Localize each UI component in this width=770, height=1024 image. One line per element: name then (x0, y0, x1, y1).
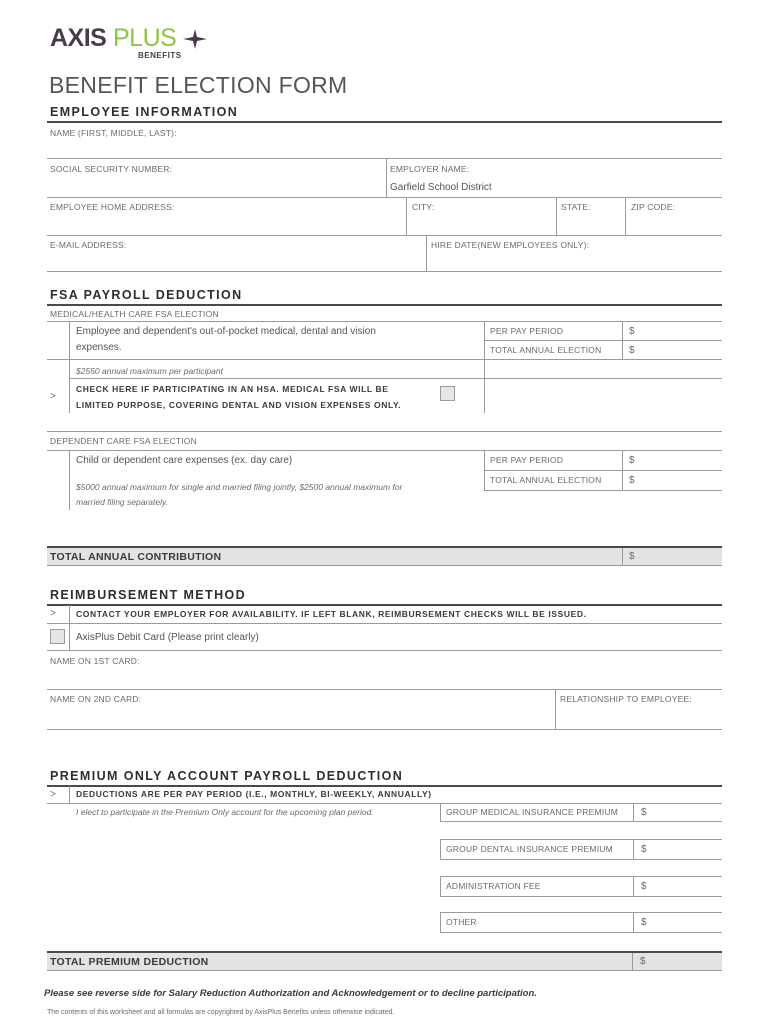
divider (484, 490, 722, 491)
brand-sub: BENEFITS (138, 51, 182, 60)
email-label: E-MAIL ADDRESS: (50, 240, 127, 250)
total-premium-field[interactable] (652, 954, 720, 969)
divider (47, 970, 722, 971)
divider (47, 431, 722, 432)
other-premium-field[interactable] (653, 915, 719, 931)
debit-card-checkbox[interactable] (50, 629, 65, 644)
divider (47, 450, 722, 451)
medical-total-field[interactable] (640, 342, 720, 358)
address-field[interactable] (50, 216, 400, 234)
dental-premium-field[interactable] (653, 842, 719, 858)
divider (47, 623, 722, 624)
divider (69, 378, 722, 379)
divider (47, 158, 722, 159)
total-premium-label: TOTAL PREMIUM DEDUCTION (50, 956, 209, 968)
relationship-label: RELATIONSHIP TO EMPLOYEE: (560, 694, 692, 704)
ssn-field[interactable] (50, 176, 380, 194)
premium-row (440, 839, 722, 860)
debit-card-label: AxisPlus Debit Card (Please print clearly) (76, 632, 259, 643)
divider (47, 121, 722, 123)
section-reimbursement-heading: REIMBURSEMENT METHOD (50, 588, 247, 602)
dependent-fsa-label: DEPENDENT CARE FSA ELECTION (50, 436, 197, 446)
state-field[interactable] (561, 216, 621, 234)
card1-field[interactable] (50, 668, 720, 688)
divider (484, 470, 722, 471)
divider (47, 565, 722, 566)
page-title: BENEFIT ELECTION FORM (49, 72, 348, 98)
hsa-arrow: > (50, 391, 57, 402)
state-label: STATE: (561, 202, 591, 212)
city-field[interactable] (412, 216, 552, 234)
divider (625, 197, 626, 235)
city-label: CITY: (412, 202, 435, 212)
divider (386, 159, 387, 197)
card2-field[interactable] (50, 708, 550, 728)
divider (632, 953, 633, 970)
card2-label: NAME ON 2ND CARD: (50, 694, 142, 704)
name-field[interactable] (50, 140, 720, 158)
divider (69, 623, 70, 650)
star-icon (183, 29, 207, 49)
divider (69, 321, 70, 413)
divider (633, 913, 634, 933)
premium-row-label: GROUP DENTAL INSURANCE PREMIUM (446, 844, 613, 854)
dependent-total-dollar: $ (629, 475, 635, 486)
dependent-per-pay-label: PER PAY PERIOD (490, 455, 564, 465)
address-label: EMPLOYEE HOME ADDRESS: (50, 202, 175, 212)
divider (47, 321, 722, 322)
employer-label: EMPLOYER NAME: (390, 164, 470, 174)
reimbursement-note: CONTACT YOUR EMPLOYER FOR AVAILABILITY. IF LEFT BLANK, REIMBURSEMENT CHECKS WILL BE ISSUED. (76, 609, 587, 619)
footer-reverse-note: Please see reverse side for Salary Reduction Authorization and Acknowledgement or to decline participation. (44, 988, 537, 999)
dependent-desc: Child or dependent care expenses (ex. day care) (76, 455, 293, 466)
dependent-per-pay-field[interactable] (640, 452, 720, 468)
dependent-total-label: TOTAL ANNUAL ELECTION (490, 475, 602, 485)
medical-per-pay-dollar: $ (629, 326, 635, 337)
zip-field[interactable] (631, 216, 719, 234)
premium-row-label: ADMINISTRATION FEE (446, 881, 541, 891)
brand-plus: PLUS (113, 24, 177, 52)
medical-total-label: TOTAL ANNUAL ELECTION (490, 345, 602, 355)
brand-logo (50, 24, 220, 60)
hsa-checkbox[interactable] (440, 386, 455, 401)
premium-row-label: GROUP MEDICAL INSURANCE PREMIUM (446, 807, 618, 817)
premium-row-dollar: $ (641, 844, 647, 855)
total-premium-dollar: $ (640, 956, 646, 967)
zip-label: ZIP CODE: (631, 202, 676, 212)
dependent-per-pay-dollar: $ (629, 455, 635, 466)
brand-axis: AXIS (50, 24, 107, 52)
divider (47, 650, 722, 651)
divider (484, 321, 485, 413)
card1-label: NAME ON 1ST CARD: (50, 656, 140, 666)
premium-row-label: OTHER (446, 917, 477, 927)
ssn-label: SOCIAL SECURITY NUMBER: (50, 164, 173, 174)
medical-fsa-label: MEDICAL/HEALTH CARE FSA ELECTION (50, 309, 219, 319)
section-fsa-heading: FSA PAYROLL DEDUCTION (50, 288, 243, 302)
medical-total-dollar: $ (629, 345, 635, 356)
divider (484, 340, 722, 341)
relationship-field[interactable] (560, 708, 720, 728)
divider (633, 840, 634, 860)
medical-premium-field[interactable] (653, 804, 719, 820)
footer-copyright: The contents of this worksheet and all formulas are copyrighted by AxisPlus Benefits unless otherwise indicated. (47, 1009, 395, 1016)
divider (47, 197, 722, 198)
divider (47, 271, 722, 272)
divider (47, 235, 722, 236)
hire-date-label: HIRE DATE(NEW EMPLOYEES ONLY): (431, 240, 590, 250)
divider (47, 785, 722, 787)
premium-row-dollar: $ (641, 881, 647, 892)
premium-arrow: > (50, 789, 57, 800)
divider (69, 786, 70, 803)
divider (47, 359, 722, 360)
name-label: NAME (FIRST, MIDDLE, LAST): (50, 128, 177, 138)
hsa-text-line2: LIMITED PURPOSE, COVERING DENTAL AND VISION EXPENSES ONLY. (76, 400, 402, 410)
section-employee-heading: EMPLOYEE INFORMATION (50, 105, 239, 119)
divider (556, 197, 557, 235)
divider (69, 605, 70, 623)
divider (406, 197, 407, 235)
dependent-max-line1: $5000 annual maximum for single and married filing jointly, $2500 annual maximum for (76, 482, 403, 492)
divider (69, 450, 70, 510)
hire-date-field[interactable] (431, 252, 719, 270)
premium-row (440, 876, 722, 897)
divider (622, 548, 623, 565)
divider (47, 604, 722, 606)
dependent-total-field[interactable] (640, 472, 720, 488)
medical-per-pay-label: PER PAY PERIOD (490, 326, 564, 336)
medical-desc-line2: expenses. (76, 342, 122, 353)
premium-elect-text: I elect to participate in the Premium Only account for the upcoming plan period. (76, 807, 374, 817)
premium-row-dollar: $ (641, 807, 647, 818)
total-contribution-field[interactable] (640, 549, 720, 564)
premium-note: DEDUCTIONS ARE PER PAY PERIOD (I.E., MONTHLY, BI-WEEKLY, ANNUALLY) (76, 789, 432, 799)
divider (47, 304, 722, 306)
divider (426, 235, 427, 272)
reimbursement-arrow: > (50, 608, 57, 619)
medical-per-pay-field[interactable] (640, 323, 720, 339)
divider (47, 689, 722, 690)
employer-value: Garfield School District (390, 182, 492, 193)
premium-row (440, 803, 722, 822)
email-field[interactable] (50, 252, 420, 270)
divider (633, 877, 634, 897)
medical-max-note: $2550 annual maximum per participant (76, 366, 223, 376)
divider (47, 729, 722, 730)
hsa-text-line1: CHECK HERE IF PARTICIPATING IN AN HSA. MEDICAL FSA WILL BE (76, 384, 389, 394)
total-contribution-dollar: $ (629, 551, 635, 562)
total-contribution-label: TOTAL ANNUAL CONTRIBUTION (50, 551, 222, 563)
dependent-max-line2: married filing separately. (76, 497, 168, 507)
premium-row-dollar: $ (641, 917, 647, 928)
admin-fee-field[interactable] (653, 879, 719, 895)
section-premium-heading: PREMIUM ONLY ACCOUNT PAYROLL DEDUCTION (50, 769, 404, 783)
divider (555, 689, 556, 729)
premium-row (440, 912, 722, 933)
divider (633, 803, 634, 822)
medical-desc-line1: Employee and dependent's out-of-pocket medical, dental and vision (76, 326, 376, 337)
